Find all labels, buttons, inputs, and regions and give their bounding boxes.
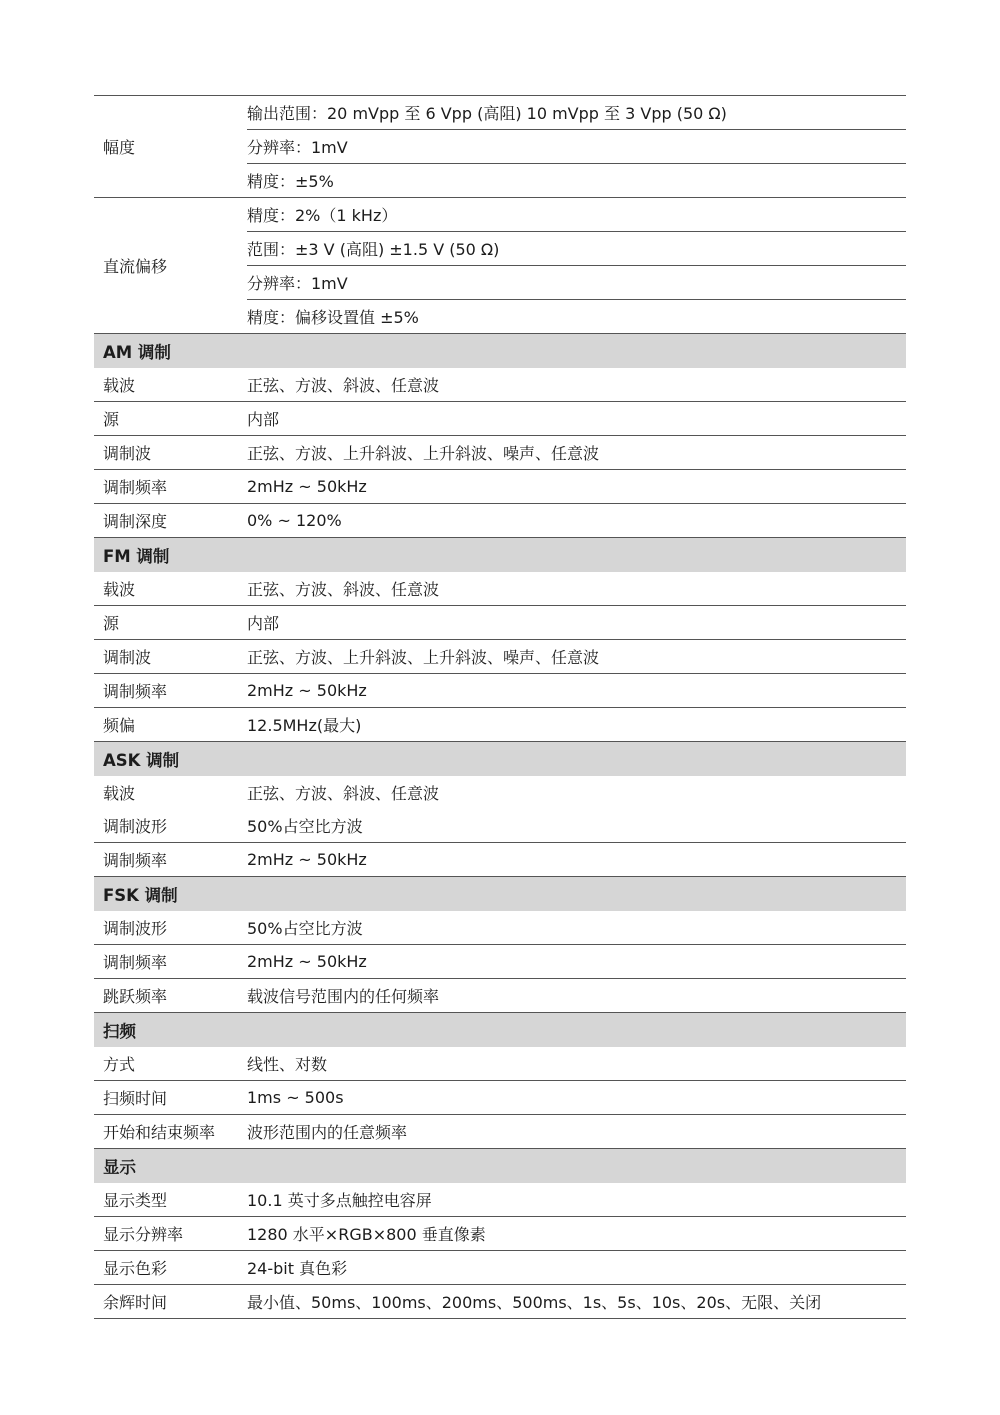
section-title: FM 调制 xyxy=(103,546,170,566)
spec-value: 2mHz ~ 50kHz xyxy=(247,850,367,869)
spec-value: 0% ~ 120% xyxy=(247,511,342,530)
spec-row xyxy=(94,911,906,945)
spec-group xyxy=(94,96,906,198)
spec-label: 调制波 xyxy=(103,444,152,463)
spec-row xyxy=(94,1047,906,1081)
spec-label: 源 xyxy=(103,410,120,429)
spec-value: 内部 xyxy=(247,410,280,429)
spec-label: 调制频率 xyxy=(103,682,168,701)
group-value: 分辨率：1mV xyxy=(247,266,906,300)
spec-value: 正弦、方波、斜波、任意波 xyxy=(247,784,440,803)
spec-row xyxy=(94,776,906,809)
spec-row xyxy=(94,843,906,877)
spec-row xyxy=(94,708,906,742)
spec-value: 载波信号范围内的任何频率 xyxy=(247,987,440,1006)
section-header xyxy=(94,1013,906,1047)
spec-label: 载波 xyxy=(103,376,136,395)
spec-label: 载波 xyxy=(103,784,136,803)
spec-row xyxy=(94,402,906,436)
spec-value: 50%占空比方波 xyxy=(247,919,363,938)
section-header xyxy=(94,334,906,368)
spec-value: 1ms ~ 500s xyxy=(247,1088,344,1107)
spec-label: 扫频时间 xyxy=(103,1089,168,1108)
spec-row xyxy=(94,606,906,640)
group-value: 精度：2%（1 kHz） xyxy=(247,198,906,232)
section-title: 显示 xyxy=(103,1157,136,1177)
section-title: ASK 调制 xyxy=(103,750,180,770)
spec-label: 调制波形 xyxy=(103,817,168,836)
spec-value: 最小值、50ms、100ms、200ms、500ms、1s、5s、10s、20s、无限、关闭 xyxy=(247,1293,822,1312)
spec-group xyxy=(94,198,906,334)
group-value: 输出范围：20 mVpp 至 6 Vpp (高阻) 10 mVpp 至 3 Vpp (50 Ω) xyxy=(247,96,906,130)
spec-row xyxy=(94,809,906,843)
spec-value: 正弦、方波、上升斜波、上升斜波、噪声、任意波 xyxy=(247,648,600,667)
group-value: 范围：±3 V (高阻) ±1.5 V (50 Ω) xyxy=(247,232,906,266)
spec-label: 显示类型 xyxy=(103,1191,168,1210)
section-title: 扫频 xyxy=(103,1021,136,1041)
section-header xyxy=(94,742,906,776)
spec-label: 调制深度 xyxy=(103,512,168,531)
spec-value: 正弦、方波、斜波、任意波 xyxy=(247,376,440,395)
spec-row xyxy=(94,1081,906,1115)
spec-label: 跳跃频率 xyxy=(103,987,168,1006)
spec-label: 调制波 xyxy=(103,648,152,667)
spec-row xyxy=(94,572,906,606)
section-title: FSK 调制 xyxy=(103,885,178,905)
spec-row xyxy=(94,368,906,402)
spec-label: 载波 xyxy=(103,580,136,599)
spec-row xyxy=(94,1285,906,1319)
spec-value: 内部 xyxy=(247,614,280,633)
group-values xyxy=(247,198,906,333)
spec-value: 2mHz ~ 50kHz xyxy=(247,681,367,700)
spec-row xyxy=(94,674,906,708)
spec-row xyxy=(94,504,906,538)
spec-label: 频偏 xyxy=(103,716,136,735)
spec-value: 2mHz ~ 50kHz xyxy=(247,952,367,971)
spec-row xyxy=(94,1115,906,1149)
spec-row xyxy=(94,640,906,674)
spec-value: 线性、对数 xyxy=(247,1055,328,1074)
spec-value: 12.5MHz(最大) xyxy=(247,716,362,735)
spec-row xyxy=(94,1183,906,1217)
spec-label: 调制频率 xyxy=(103,478,168,497)
group-value: 精度：偏移设置值 ±5% xyxy=(247,308,419,327)
spec-row xyxy=(94,1217,906,1251)
spec-label: 显示色彩 xyxy=(103,1259,168,1278)
spec-row xyxy=(94,470,906,504)
spec-value: 24-bit 真色彩 xyxy=(247,1259,348,1278)
spec-label: 调制频率 xyxy=(103,851,168,870)
spec-row xyxy=(94,979,906,1013)
group-value: 精度：±5% xyxy=(247,172,334,191)
section-title: AM 调制 xyxy=(103,342,171,362)
spec-label: 余辉时间 xyxy=(103,1293,168,1312)
spec-value: 2mHz ~ 50kHz xyxy=(247,477,367,496)
spec-label: 源 xyxy=(103,614,120,633)
spec-label: 调制频率 xyxy=(103,953,168,972)
spec-table xyxy=(94,95,906,1319)
spec-label: 方式 xyxy=(103,1055,136,1074)
section-header xyxy=(94,877,906,911)
spec-row xyxy=(94,436,906,470)
group-label: 幅度 xyxy=(103,138,136,157)
spec-value: 波形范围内的任意频率 xyxy=(247,1123,408,1142)
group-values xyxy=(247,96,906,197)
spec-row xyxy=(94,1251,906,1285)
section-header xyxy=(94,1149,906,1183)
spec-label: 开始和结束频率 xyxy=(103,1123,216,1142)
spec-value: 正弦、方波、斜波、任意波 xyxy=(247,580,440,599)
group-value: 分辨率：1mV xyxy=(247,130,906,164)
section-header xyxy=(94,538,906,572)
spec-value: 1280 水平×RGB×800 垂直像素 xyxy=(247,1225,486,1244)
spec-value: 10.1 英寸多点触控电容屏 xyxy=(247,1191,432,1210)
spec-label: 显示分辨率 xyxy=(103,1225,184,1244)
spec-label: 调制波形 xyxy=(103,919,168,938)
spec-value: 50%占空比方波 xyxy=(247,817,363,836)
spec-value: 正弦、方波、上升斜波、上升斜波、噪声、任意波 xyxy=(247,444,600,463)
group-label: 直流偏移 xyxy=(103,257,168,276)
spec-row xyxy=(94,945,906,979)
